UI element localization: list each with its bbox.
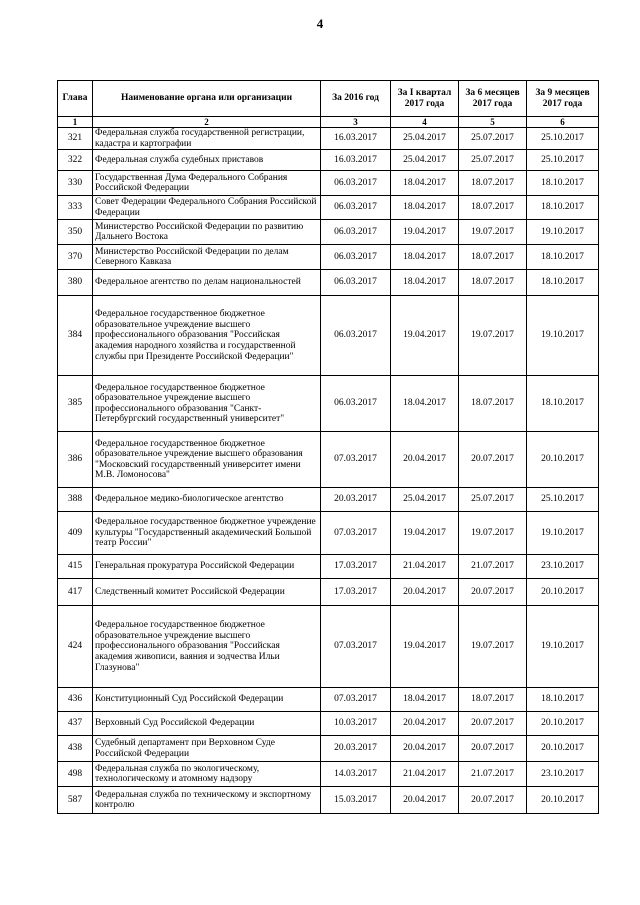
cell-date-9-months: 23.10.2017 (527, 762, 599, 787)
cell-chapter: 498 (58, 762, 93, 787)
cell-date-q1: 20.04.2017 (391, 736, 459, 762)
cell-name: Государственная Дума Федерального Собрания Российской Федерации (93, 171, 321, 196)
cell-chapter: 415 (58, 555, 93, 579)
cell-name: Министерство Российской Федерации по делам Северного Кавказа (93, 245, 321, 270)
cell-date-2016: 07.03.2017 (321, 432, 391, 488)
cell-date-q1: 18.04.2017 (391, 245, 459, 270)
header-q1: За I квартал 2017 года (391, 81, 459, 117)
cell-date-9-months: 18.10.2017 (527, 171, 599, 196)
cell-date-q1: 25.04.2017 (391, 150, 459, 171)
table-row (58, 736, 599, 762)
cell-date-6-months: 25.07.2017 (459, 150, 527, 171)
cell-date-9-months: 20.10.2017 (527, 579, 599, 606)
cell-date-9-months: 19.10.2017 (527, 606, 599, 688)
column-number: 5 (459, 117, 527, 128)
table-row (58, 787, 599, 814)
cell-date-2016: 14.03.2017 (321, 762, 391, 787)
cell-date-9-months: 18.10.2017 (527, 270, 599, 296)
table-row (58, 220, 599, 245)
cell-chapter: 380 (58, 270, 93, 296)
cell-chapter: 437 (58, 712, 93, 736)
cell-date-6-months: 18.07.2017 (459, 376, 527, 432)
cell-name: Следственный комитет Российской Федерации (93, 579, 321, 606)
table-row (58, 245, 599, 270)
cell-chapter: 384 (58, 296, 93, 376)
cell-name: Федеральная служба государственной регистрации, кадастра и картографии (93, 128, 321, 150)
cell-chapter: 350 (58, 220, 93, 245)
cell-date-q1: 18.04.2017 (391, 270, 459, 296)
cell-name: Верховный Суд Российской Федерации (93, 712, 321, 736)
cell-name: Федеральное государственное бюджетное образовательное учреждение высшего образования "Московский государственный университет имени М.В. Ломоносова" (93, 432, 321, 488)
cell-date-q1: 19.04.2017 (391, 606, 459, 688)
cell-date-2016: 06.03.2017 (321, 245, 391, 270)
cell-name: Федеральное государственное бюджетное образовательное учреждение высшего профессионального образования "Российская академия живописи, ваяния и зодчества Ильи Глазунова" (93, 606, 321, 688)
cell-name: Министерство Российской Федерации по развитию Дальнего Востока (93, 220, 321, 245)
cell-date-6-months: 18.07.2017 (459, 688, 527, 712)
header-6-months: За 6 месяцев 2017 года (459, 81, 527, 117)
cell-date-2016: 16.03.2017 (321, 150, 391, 171)
cell-chapter: 409 (58, 512, 93, 555)
table-row (58, 270, 599, 296)
cell-date-9-months: 20.10.2017 (527, 432, 599, 488)
cell-date-2016: 06.03.2017 (321, 376, 391, 432)
cell-date-q1: 25.04.2017 (391, 488, 459, 512)
cell-date-9-months: 19.10.2017 (527, 220, 599, 245)
cell-date-9-months: 20.10.2017 (527, 736, 599, 762)
cell-name: Судебный департамент при Верховном Суде Российской Федерации (93, 736, 321, 762)
cell-date-q1: 20.04.2017 (391, 787, 459, 814)
cell-name: Совет Федерации Федерального Собрания Российской Федерации (93, 196, 321, 220)
cell-name: Федеральное государственное бюджетное образовательное учреждение высшего профессионального образования "Санкт-Петербургский государственный университет" (93, 376, 321, 432)
cell-date-q1: 19.04.2017 (391, 512, 459, 555)
cell-date-6-months: 18.07.2017 (459, 171, 527, 196)
cell-date-6-months: 19.07.2017 (459, 220, 527, 245)
table-row (58, 296, 599, 376)
deadlines-table (57, 80, 599, 814)
cell-date-q1: 18.04.2017 (391, 171, 459, 196)
cell-date-q1: 19.04.2017 (391, 220, 459, 245)
cell-date-q1: 18.04.2017 (391, 376, 459, 432)
cell-date-2016: 07.03.2017 (321, 688, 391, 712)
cell-date-2016: 06.03.2017 (321, 196, 391, 220)
cell-chapter: 386 (58, 432, 93, 488)
cell-name: Федеральная служба по экологическому, технологическому и атомному надзору (93, 762, 321, 787)
cell-name: Федеральная служба по техническому и экспортному контролю (93, 787, 321, 814)
cell-date-2016: 16.03.2017 (321, 128, 391, 150)
cell-date-6-months: 25.07.2017 (459, 128, 527, 150)
cell-chapter: 333 (58, 196, 93, 220)
cell-date-6-months: 25.07.2017 (459, 488, 527, 512)
column-number: 3 (321, 117, 391, 128)
cell-date-9-months: 19.10.2017 (527, 296, 599, 376)
cell-chapter: 322 (58, 150, 93, 171)
cell-date-q1: 20.04.2017 (391, 712, 459, 736)
table-row (58, 606, 599, 688)
cell-name: Федеральная служба судебных приставов (93, 150, 321, 171)
table-row (58, 196, 599, 220)
cell-date-q1: 25.04.2017 (391, 128, 459, 150)
cell-date-6-months: 20.07.2017 (459, 712, 527, 736)
cell-date-6-months: 20.07.2017 (459, 432, 527, 488)
table-row (58, 432, 599, 488)
cell-chapter: 438 (58, 736, 93, 762)
cell-name: Конституционный Суд Российской Федерации (93, 688, 321, 712)
cell-date-6-months: 20.07.2017 (459, 579, 527, 606)
table-row (58, 512, 599, 555)
cell-chapter: 370 (58, 245, 93, 270)
cell-date-q1: 21.04.2017 (391, 762, 459, 787)
column-number: 1 (58, 117, 93, 128)
cell-date-6-months: 20.07.2017 (459, 787, 527, 814)
header-name: Наименование органа или организации (93, 81, 321, 117)
cell-date-6-months: 18.07.2017 (459, 196, 527, 220)
cell-date-q1: 18.04.2017 (391, 196, 459, 220)
cell-date-9-months: 18.10.2017 (527, 688, 599, 712)
cell-date-q1: 18.04.2017 (391, 688, 459, 712)
cell-chapter: 436 (58, 688, 93, 712)
cell-date-2016: 17.03.2017 (321, 579, 391, 606)
column-number: 6 (527, 117, 599, 128)
cell-date-6-months: 21.07.2017 (459, 555, 527, 579)
column-number: 2 (93, 117, 321, 128)
header-chapter: Глава (58, 81, 93, 117)
cell-date-2016: 07.03.2017 (321, 512, 391, 555)
cell-date-6-months: 18.07.2017 (459, 270, 527, 296)
cell-date-9-months: 18.10.2017 (527, 245, 599, 270)
table-row (58, 150, 599, 171)
table-row (58, 376, 599, 432)
cell-date-6-months: 18.07.2017 (459, 245, 527, 270)
table-row (58, 579, 599, 606)
cell-date-6-months: 19.07.2017 (459, 512, 527, 555)
cell-date-2016: 20.03.2017 (321, 488, 391, 512)
table-row (58, 555, 599, 579)
cell-date-q1: 20.04.2017 (391, 432, 459, 488)
cell-date-6-months: 20.07.2017 (459, 736, 527, 762)
cell-date-2016: 06.03.2017 (321, 296, 391, 376)
cell-date-2016: 15.03.2017 (321, 787, 391, 814)
page-number: 4 (316, 16, 324, 31)
cell-name: Федеральное медико-биологическое агентство (93, 488, 321, 512)
table-body (58, 128, 599, 814)
table-header-row (58, 81, 599, 117)
cell-date-6-months: 19.07.2017 (459, 296, 527, 376)
cell-chapter: 388 (58, 488, 93, 512)
cell-date-2016: 20.03.2017 (321, 736, 391, 762)
cell-date-9-months: 25.10.2017 (527, 128, 599, 150)
cell-date-2016: 10.03.2017 (321, 712, 391, 736)
cell-name: Федеральное государственное бюджетное учреждение культуры "Государственный академический Большой театр России" (93, 512, 321, 555)
cell-date-q1: 20.04.2017 (391, 579, 459, 606)
cell-date-9-months: 18.10.2017 (527, 376, 599, 432)
cell-date-2016: 17.03.2017 (321, 555, 391, 579)
column-number-row (58, 117, 599, 128)
cell-chapter: 330 (58, 171, 93, 196)
cell-chapter: 587 (58, 787, 93, 814)
cell-date-2016: 07.03.2017 (321, 606, 391, 688)
cell-date-9-months: 25.10.2017 (527, 150, 599, 171)
cell-name: Федеральное государственное бюджетное образовательное учреждение высшего профессионального образования "Российская академия народного хозяйства и государственной службы при Президенте Российской Федерации" (93, 296, 321, 376)
table-row (58, 762, 599, 787)
table-row (58, 712, 599, 736)
cell-date-2016: 06.03.2017 (321, 270, 391, 296)
cell-date-9-months: 20.10.2017 (527, 712, 599, 736)
table-row (58, 688, 599, 712)
column-number: 4 (391, 117, 459, 128)
cell-date-9-months: 18.10.2017 (527, 196, 599, 220)
cell-chapter: 417 (58, 579, 93, 606)
cell-date-2016: 06.03.2017 (321, 171, 391, 196)
table-row (58, 488, 599, 512)
cell-date-6-months: 19.07.2017 (459, 606, 527, 688)
header-2016: За 2016 год (321, 81, 391, 117)
cell-chapter: 321 (58, 128, 93, 150)
cell-date-9-months: 25.10.2017 (527, 488, 599, 512)
cell-date-9-months: 23.10.2017 (527, 555, 599, 579)
cell-chapter: 424 (58, 606, 93, 688)
cell-name: Генеральная прокуратура Российской Федерации (93, 555, 321, 579)
table-row (58, 171, 599, 196)
cell-chapter: 385 (58, 376, 93, 432)
cell-date-q1: 19.04.2017 (391, 296, 459, 376)
cell-date-2016: 06.03.2017 (321, 220, 391, 245)
header-9-months: За 9 месяцев 2017 года (527, 81, 599, 117)
cell-date-9-months: 20.10.2017 (527, 787, 599, 814)
table-row (58, 128, 599, 150)
cell-date-q1: 21.04.2017 (391, 555, 459, 579)
cell-date-6-months: 21.07.2017 (459, 762, 527, 787)
cell-name: Федеральное агентство по делам национальностей (93, 270, 321, 296)
cell-date-9-months: 19.10.2017 (527, 512, 599, 555)
